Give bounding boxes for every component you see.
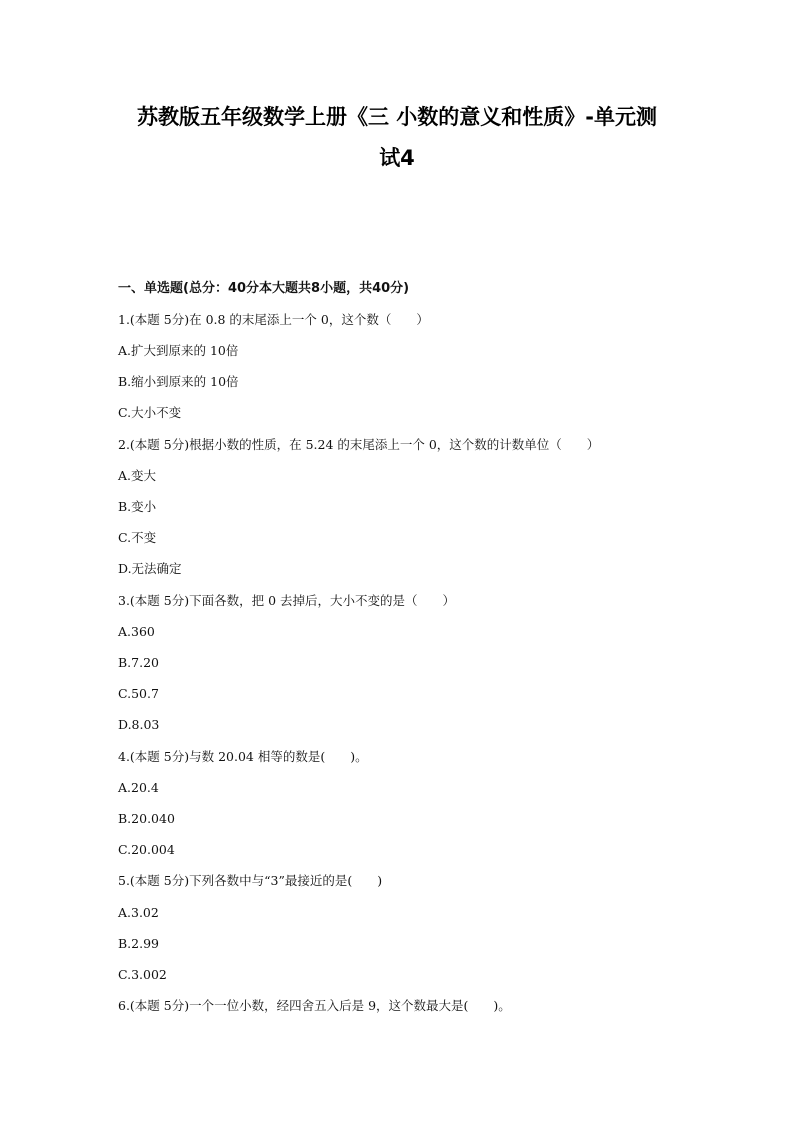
question-3: 3.(本题 5分)下面各数，把 0 去掉后，大小不变的是（ ） [118, 593, 456, 608]
option-5b: B.2.99 [118, 936, 159, 951]
option-4b: B.20.040 [118, 811, 175, 826]
question-6: 6.(本题 5分)一个一位小数，经四舍五入后是 9，这个数最大是( )。 [118, 998, 511, 1013]
section-heading: 一、单选题(总分：40分本大题共8小题，共40分) [118, 281, 410, 296]
option-2a: A.变大 [118, 468, 157, 483]
option-5a: A.3.02 [118, 905, 159, 920]
question-5: 5.(本题 5分)下列各数中与“3”最接近的是( ) [118, 873, 383, 888]
option-3d: D.8.03 [118, 717, 160, 732]
document-title-line-1: 苏教版五年级数学上册《三 小数的意义和性质》-单元测 [136, 105, 658, 129]
option-3a: A.360 [118, 624, 155, 639]
option-1b: B.缩小到原来的 10倍 [118, 374, 239, 389]
option-4c: C.20.004 [118, 842, 175, 857]
option-4a: A.20.4 [118, 780, 159, 795]
option-1c: C.大小不变 [118, 405, 182, 420]
option-3c: C.50.7 [118, 686, 159, 701]
option-3b: B.7.20 [118, 655, 159, 670]
option-2c: C.不变 [118, 530, 157, 545]
question-4: 4.(本题 5分)与数 20.04 相等的数是( )。 [118, 749, 368, 764]
option-2d: D.无法确定 [118, 561, 182, 576]
option-2b: B.变小 [118, 499, 157, 514]
option-5c: C.3.002 [118, 967, 167, 982]
option-1a: A.扩大到原来的 10倍 [118, 343, 239, 358]
question-2: 2.(本题 5分)根据小数的性质，在 5.24 的末尾添上一个 0，这个数的计数单位（ ） [118, 437, 600, 452]
document-title-line-2: 试4 [379, 146, 415, 170]
question-1: 1.(本题 5分)在 0.8 的末尾添上一个 0，这个数（ ） [118, 312, 429, 327]
